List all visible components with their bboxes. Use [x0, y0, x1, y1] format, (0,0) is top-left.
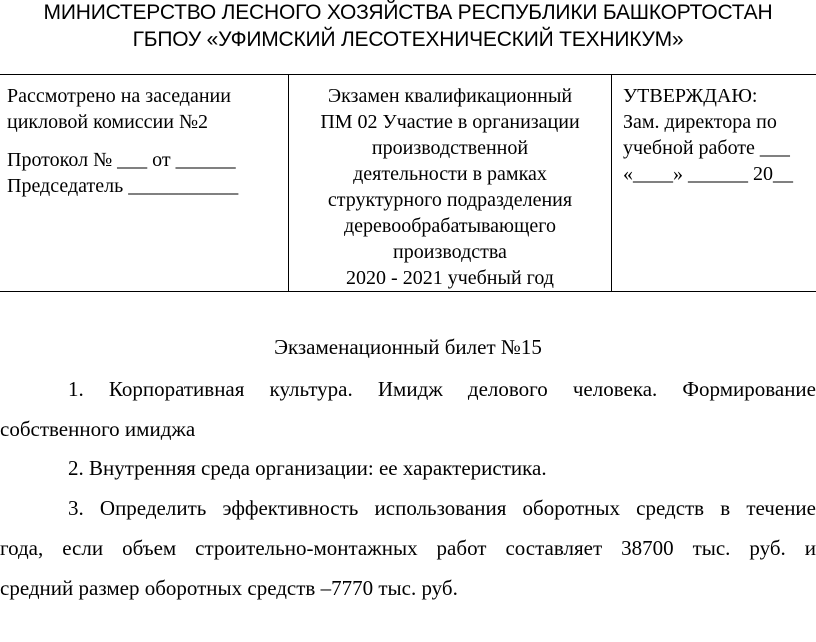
protocol-line: Протокол № ___ от ______	[7, 149, 236, 171]
exam-line-3: производственной	[371, 137, 529, 159]
academic-work-line: учебной работе ___	[623, 137, 790, 159]
question-3-line-3: средний размер оборотных средств –7770 тыс. руб.	[0, 576, 458, 600]
committee-line-1: Рассмотрено на заседании	[7, 85, 231, 107]
question-1-line-1: 1. Корпоративная культура. Имидж делового человека. Формирование	[68, 377, 816, 401]
committee-review-cell	[0, 75, 288, 291]
approved-heading: УТВЕРЖДАЮ:	[623, 85, 758, 107]
exam-line-6: деревообрабатывающего	[344, 215, 556, 237]
exam-info-cell	[288, 75, 612, 291]
exam-line-4: деятельности в рамках	[353, 163, 547, 185]
committee-line-2: цикловой комиссии №2	[7, 111, 209, 133]
ticket-title: Экзаменационный билет №15	[274, 335, 542, 359]
question-2-line-1: 2. Внутренняя среда организации: ее характеристика.	[68, 456, 547, 480]
question-1-line-2: собственного имиджа	[0, 417, 196, 441]
academic-year: 2020 - 2021 учебный год	[346, 267, 554, 289]
question-1	[0, 369, 816, 449]
institution-title: ГБПОУ «УФИМСКИЙ ЛЕСОТЕХНИЧЕСКИЙ ТЕХНИКУМ»	[132, 28, 684, 51]
deputy-director-line: Зам. директора по	[623, 111, 777, 133]
question-3-line-1: 3. Определить эффективность использования оборотных средств в течение	[68, 496, 816, 520]
ministry-title: МИНИСТЕРСТВО ЛЕСНОГО ХОЗЯЙСТВА РЕСПУБЛИКИ БАШКОРТОСТАН	[43, 1, 773, 24]
question-3-line-2: года, если объем строительно-монтажных работ составляет 38700 тыс. руб. и	[0, 536, 816, 560]
exam-line-2: ПМ 02 Участие в организации	[320, 111, 580, 133]
chairman-line: Председатель ___________	[7, 175, 239, 197]
exam-line-7: производства	[393, 241, 507, 263]
question-3	[0, 488, 816, 608]
exam-line-1: Экзамен квалификационный	[327, 85, 573, 107]
approval-cell	[612, 75, 816, 291]
exam-line-5: структурного подразделения	[327, 189, 573, 211]
question-2	[0, 448, 816, 488]
approval-table	[0, 74, 816, 292]
approval-date-line: «____» ______ 20__	[623, 163, 793, 185]
